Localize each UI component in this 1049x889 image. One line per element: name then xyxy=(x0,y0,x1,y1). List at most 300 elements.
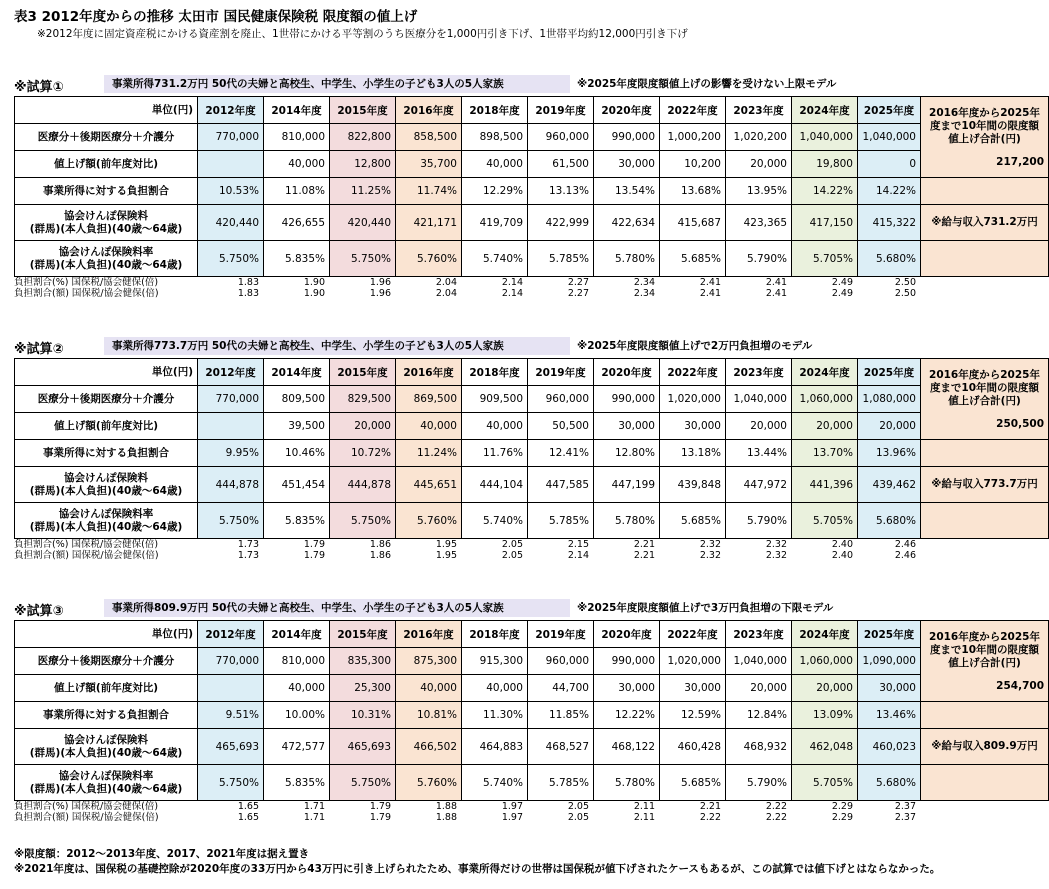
value-cell: 11.74% xyxy=(396,178,462,205)
value-cell: 5.760% xyxy=(396,241,462,277)
burden-row xyxy=(15,178,1049,205)
ratio-value: 2.49 xyxy=(831,288,853,299)
ratio-value: 1.96 xyxy=(369,288,391,299)
value-cell: 39,500 xyxy=(264,413,330,440)
ratio-value: 1.65 xyxy=(237,801,259,812)
ratio-value: 2.05 xyxy=(567,801,589,812)
value-cell: 810,000 xyxy=(264,124,330,151)
year-header: 2015年度 xyxy=(330,359,396,386)
value-cell: 1,080,000 xyxy=(858,386,921,413)
value-cell: 835,300 xyxy=(330,648,396,675)
row-label xyxy=(15,503,198,539)
ratio-label: 負担割合(額) 国保税/協会健保(倍) xyxy=(14,288,159,299)
calc-section-3 xyxy=(14,598,1044,823)
document-title: 表3 2012年度からの推移 太田市 国民健康保険税 限度額の値上げ xyxy=(14,9,418,25)
value-cell: 426,655 xyxy=(264,205,330,241)
section-header xyxy=(14,336,1004,358)
total-value: 250,500 xyxy=(996,418,1044,430)
kenpo-rate-row xyxy=(15,765,1049,801)
kenpo-rate-row xyxy=(15,503,1049,539)
section-note: ※2025年度限度額値上げで2万円負担増のモデル xyxy=(577,340,813,352)
salary-note: ※給与収入773.7万円 xyxy=(921,467,1049,503)
ratio-value: 1.83 xyxy=(237,288,259,299)
kenpo-row xyxy=(15,729,1049,765)
year-header: 2025年度 xyxy=(858,621,921,648)
ratio-value: 1.97 xyxy=(501,812,523,823)
year-header: 2022年度 xyxy=(660,97,726,124)
value-cell: 5.680% xyxy=(858,503,921,539)
value-cell: 439,462 xyxy=(858,467,921,503)
value-cell: 441,396 xyxy=(792,467,858,503)
value-cell: 875,300 xyxy=(396,648,462,675)
value-cell: 468,527 xyxy=(528,729,594,765)
value-cell: 12.59% xyxy=(660,702,726,729)
value-cell: 460,428 xyxy=(660,729,726,765)
total-header: 2016年度から2025年度まで10年間の限度額値上げ合計(円) xyxy=(929,369,1040,407)
ratio-value: 2.22 xyxy=(765,801,787,812)
value-cell: 10.72% xyxy=(330,440,396,467)
value-cell: 9.51% xyxy=(198,702,264,729)
ratio-value: 2.05 xyxy=(501,550,523,561)
value-cell: 12.41% xyxy=(528,440,594,467)
row-label-text: 事業所得に対する負担割合 xyxy=(43,184,169,197)
header-row xyxy=(15,97,1049,124)
row-label-text: 値上げ額(前年度対比) xyxy=(53,157,159,170)
value-cell: 422,634 xyxy=(594,205,660,241)
value-cell: 12.29% xyxy=(462,178,528,205)
kenpo-row xyxy=(15,205,1049,241)
ratio-value: 1.95 xyxy=(435,550,457,561)
value-cell: 13.44% xyxy=(726,440,792,467)
value-cell: 5.780% xyxy=(594,503,660,539)
value-cell: 13.54% xyxy=(594,178,660,205)
value-cell: 11.24% xyxy=(396,440,462,467)
value-cell: 5.780% xyxy=(594,765,660,801)
value-cell: 30,000 xyxy=(594,413,660,440)
ratio-value: 2.49 xyxy=(831,277,853,288)
value-cell: 468,932 xyxy=(726,729,792,765)
value-cell: 810,000 xyxy=(264,648,330,675)
value-cell: 444,878 xyxy=(198,467,264,503)
total-cell xyxy=(921,97,1049,178)
ratio-value: 1.71 xyxy=(303,801,325,812)
value-cell: 472,577 xyxy=(264,729,330,765)
footnote-1: ※限度額：2012～2013年度、2017、2021年度は据え置き xyxy=(14,848,310,860)
value-cell: 415,322 xyxy=(858,205,921,241)
ratio-value: 2.41 xyxy=(699,288,721,299)
calc-section-2 xyxy=(14,336,1044,561)
row-label-sub: (群馬)(本人負担)(40歳～64歳) xyxy=(29,258,183,271)
year-header: 2024年度 xyxy=(792,97,858,124)
value-cell: 20,000 xyxy=(330,413,396,440)
value-cell: 5.740% xyxy=(462,503,528,539)
value-cell: 13.70% xyxy=(792,440,858,467)
ratio-label: 負担割合(額) 国保税/協会健保(倍) xyxy=(14,812,159,823)
value-cell: 460,023 xyxy=(858,729,921,765)
value-cell: 30,000 xyxy=(594,151,660,178)
value-cell: 20,000 xyxy=(726,413,792,440)
value-cell: 466,502 xyxy=(396,729,462,765)
value-cell: 40,000 xyxy=(396,675,462,702)
footnote-2: ※2021年度は、国保税の基礎控除が2020年度の33万円から43万円に引き上げられたため、事業所得だけの世帯は国保税が値下げされたケースもあるが、この試算では値下げとはならなかった。 xyxy=(14,863,941,875)
value-cell: 10.31% xyxy=(330,702,396,729)
year-header: 2020年度 xyxy=(594,359,660,386)
ratio-value: 2.15 xyxy=(567,539,589,550)
ratio-label: 負担割合(額) 国保税/協会健保(倍) xyxy=(14,550,159,561)
row-label xyxy=(15,241,198,277)
value-cell: 960,000 xyxy=(528,648,594,675)
kenpo-row xyxy=(15,467,1049,503)
ratio-value: 1.90 xyxy=(303,277,325,288)
value-cell: 990,000 xyxy=(594,386,660,413)
ratio-value: 2.14 xyxy=(567,550,589,561)
value-cell: 30,000 xyxy=(858,675,921,702)
value-cell: 20,000 xyxy=(726,675,792,702)
value-cell: 20,000 xyxy=(858,413,921,440)
ratio-amt-row xyxy=(14,550,920,561)
value-cell: 462,048 xyxy=(792,729,858,765)
section-label: ※試算③ xyxy=(14,604,64,619)
value-cell: 468,122 xyxy=(594,729,660,765)
row-label-text: 値上げ額(前年度対比) xyxy=(53,681,159,694)
value-cell: 35,700 xyxy=(396,151,462,178)
value-cell: 30,000 xyxy=(660,413,726,440)
value-cell: 422,999 xyxy=(528,205,594,241)
value-cell: 915,300 xyxy=(462,648,528,675)
ratio-value: 2.32 xyxy=(765,550,787,561)
document-subtitle: ※2012年度に固定資産税にかける資産割を廃止、1世帯にかける平等割のうち医療分を1,000円引き下げ、1世帯平均約12,000円引き下げ xyxy=(37,28,688,40)
tax-table xyxy=(14,358,1049,539)
row-label-text: 医療分＋後期医療分＋介護分 xyxy=(37,654,175,667)
value-cell: 869,500 xyxy=(396,386,462,413)
ratio-value: 1.73 xyxy=(237,539,259,550)
ratio-value: 2.29 xyxy=(831,812,853,823)
value-cell: 5.750% xyxy=(330,241,396,277)
value-cell: 14.22% xyxy=(858,178,921,205)
value-cell: 1,040,000 xyxy=(858,124,921,151)
year-header: 2018年度 xyxy=(462,97,528,124)
header-row xyxy=(15,359,1049,386)
ratio-table xyxy=(14,539,920,561)
row-label-text: 医療分＋後期医療分＋介護分 xyxy=(37,130,175,143)
row-label xyxy=(15,151,198,178)
total-cell xyxy=(921,359,1049,440)
value-cell: 822,800 xyxy=(330,124,396,151)
row-label xyxy=(15,413,198,440)
value-cell: 10.46% xyxy=(264,440,330,467)
section-note: ※2025年度限度額値上げで3万円負担増の下限モデル xyxy=(577,602,834,614)
row-label xyxy=(15,729,198,765)
year-header: 2016年度 xyxy=(396,621,462,648)
value-cell: 44,700 xyxy=(528,675,594,702)
value-cell: 990,000 xyxy=(594,124,660,151)
total-value: 217,200 xyxy=(996,156,1044,168)
ratio-label: 負担割合(%) 国保税/協会健保(倍) xyxy=(14,539,159,550)
value-cell: 858,500 xyxy=(396,124,462,151)
ratio-label: 負担割合(%) 国保税/協会健保(倍) xyxy=(14,277,159,288)
value-cell: 909,500 xyxy=(462,386,528,413)
ratio-value: 2.46 xyxy=(894,539,916,550)
value-cell: 1,040,000 xyxy=(726,648,792,675)
row-label xyxy=(15,675,198,702)
value-cell: 770,000 xyxy=(198,386,264,413)
ratio-value: 2.41 xyxy=(765,277,787,288)
value-cell: 447,199 xyxy=(594,467,660,503)
ratio-value: 2.22 xyxy=(765,812,787,823)
year-header: 2020年度 xyxy=(594,621,660,648)
increase-row xyxy=(15,151,1049,178)
value-cell: 5.785% xyxy=(528,503,594,539)
ratio-value: 2.21 xyxy=(633,550,655,561)
value-cell: 415,687 xyxy=(660,205,726,241)
row-label-text: 値上げ額(前年度対比) xyxy=(53,419,159,432)
year-header: 2018年度 xyxy=(462,359,528,386)
burden-row xyxy=(15,702,1049,729)
ratio-value: 2.46 xyxy=(894,550,916,561)
value-cell: 20,000 xyxy=(726,151,792,178)
year-header: 2012年度 xyxy=(198,359,264,386)
ratio-value: 2.32 xyxy=(699,550,721,561)
ratio-value: 2.05 xyxy=(501,539,523,550)
value-cell: 13.09% xyxy=(792,702,858,729)
value-cell: 419,709 xyxy=(462,205,528,241)
value-cell: 12,800 xyxy=(330,151,396,178)
value-cell: 11.25% xyxy=(330,178,396,205)
value-cell: 10.53% xyxy=(198,178,264,205)
year-header: 2019年度 xyxy=(528,97,594,124)
ratio-value: 2.04 xyxy=(435,277,457,288)
ratio-value: 1.95 xyxy=(435,539,457,550)
ratio-value: 1.86 xyxy=(369,550,391,561)
row-label-text: 協会けんぽ保険料率 xyxy=(58,507,154,520)
row-label-sub: (群馬)(本人負担)(40歳～64歳) xyxy=(29,484,183,497)
value-cell: 5.680% xyxy=(858,241,921,277)
year-header: 2020年度 xyxy=(594,97,660,124)
ratio-value: 2.29 xyxy=(831,801,853,812)
kenpo-rate-row xyxy=(15,241,1049,277)
ratio-value: 2.37 xyxy=(894,812,916,823)
value-cell: 5.705% xyxy=(792,765,858,801)
ratio-label: 負担割合(%) 国保税/協会健保(倍) xyxy=(14,801,159,812)
value-cell: 40,000 xyxy=(462,413,528,440)
section-label: ※試算① xyxy=(14,80,64,95)
value-cell: 1,060,000 xyxy=(792,386,858,413)
row-label xyxy=(15,386,198,413)
ratio-value: 1.65 xyxy=(237,812,259,823)
value-cell: 1,020,000 xyxy=(660,648,726,675)
value-cell: 13.96% xyxy=(858,440,921,467)
year-header: 2022年度 xyxy=(660,621,726,648)
limit-row xyxy=(15,386,1049,413)
ratio-value: 1.79 xyxy=(303,539,325,550)
value-cell: 40,000 xyxy=(264,151,330,178)
ratio-value: 1.90 xyxy=(303,288,325,299)
value-cell: 5.750% xyxy=(198,241,264,277)
value-cell: 12.80% xyxy=(594,440,660,467)
value-cell: 809,500 xyxy=(264,386,330,413)
value-cell: 5.780% xyxy=(594,241,660,277)
year-header: 2016年度 xyxy=(396,97,462,124)
ratio-value: 1.83 xyxy=(237,277,259,288)
value-cell: 30,000 xyxy=(594,675,660,702)
value-cell: 11.76% xyxy=(462,440,528,467)
row-label-text: 協会けんぽ保険料率 xyxy=(58,245,154,258)
value-cell: 1,020,200 xyxy=(726,124,792,151)
total-header: 2016年度から2025年度まで10年間の限度額値上げ合計(円) xyxy=(929,631,1040,669)
limit-row xyxy=(15,648,1049,675)
row-label-text: 協会けんぽ保険料率 xyxy=(58,769,154,782)
value-cell: 30,000 xyxy=(660,675,726,702)
value-cell: 5.785% xyxy=(528,241,594,277)
ratio-table xyxy=(14,277,920,299)
row-label xyxy=(15,440,198,467)
value-cell: 5.835% xyxy=(264,241,330,277)
ratio-value: 1.88 xyxy=(435,812,457,823)
ratio-value: 2.50 xyxy=(894,277,916,288)
unit-header: 単位(円) xyxy=(15,359,198,386)
ratio-value: 2.34 xyxy=(633,288,655,299)
row-label-text: 医療分＋後期医療分＋介護分 xyxy=(37,392,175,405)
value-cell: 5.790% xyxy=(726,765,792,801)
value-cell: 420,440 xyxy=(330,205,396,241)
value-cell: 9.95% xyxy=(198,440,264,467)
value-cell: 898,500 xyxy=(462,124,528,151)
year-header: 2014年度 xyxy=(264,359,330,386)
section-description: 事業所得773.7万円 50代の夫婦と高校生、中学生、小学生の子ども3人の5人家族 xyxy=(104,337,570,355)
value-cell: 0 xyxy=(858,151,921,178)
blank-cell xyxy=(921,241,1049,277)
value-cell: 445,651 xyxy=(396,467,462,503)
ratio-value: 2.11 xyxy=(633,812,655,823)
burden-row xyxy=(15,440,1049,467)
value-cell: 12.22% xyxy=(594,702,660,729)
section-description: 事業所得731.2万円 50代の夫婦と高校生、中学生、小学生の子ども3人の5人家族 xyxy=(104,75,570,93)
value-cell: 960,000 xyxy=(528,124,594,151)
value-cell xyxy=(198,151,264,178)
value-cell: 40,000 xyxy=(462,151,528,178)
ratio-value: 1.96 xyxy=(369,277,391,288)
blank-cell xyxy=(921,503,1049,539)
value-cell: 5.760% xyxy=(396,503,462,539)
year-header: 2023年度 xyxy=(726,621,792,648)
value-cell: 1,040,000 xyxy=(792,124,858,151)
value-cell: 5.835% xyxy=(264,765,330,801)
blank-cell xyxy=(921,440,1049,467)
section-header xyxy=(14,598,1004,620)
ratio-amt-row xyxy=(14,288,920,299)
ratio-pct-row xyxy=(14,277,920,288)
row-label-sub: (群馬)(本人負担)(40歳～64歳) xyxy=(29,746,183,759)
year-header: 2015年度 xyxy=(330,621,396,648)
value-cell xyxy=(198,675,264,702)
salary-note: ※給与収入731.2万円 xyxy=(921,205,1049,241)
value-cell: 417,150 xyxy=(792,205,858,241)
row-label-text: 事業所得に対する負担割合 xyxy=(43,708,169,721)
section-note: ※2025年度限度額値上げの影響を受けない上限モデル xyxy=(577,78,837,90)
value-cell: 770,000 xyxy=(198,124,264,151)
value-cell: 447,972 xyxy=(726,467,792,503)
value-cell: 5.685% xyxy=(660,241,726,277)
ratio-value: 2.05 xyxy=(567,812,589,823)
value-cell: 5.750% xyxy=(198,503,264,539)
blank-cell xyxy=(921,765,1049,801)
value-cell: 5.680% xyxy=(858,765,921,801)
value-cell: 25,300 xyxy=(330,675,396,702)
row-label-sub: (群馬)(本人負担)(40歳～64歳) xyxy=(29,782,183,795)
ratio-value: 2.27 xyxy=(567,288,589,299)
row-label xyxy=(15,702,198,729)
value-cell: 13.13% xyxy=(528,178,594,205)
blank-cell xyxy=(921,702,1049,729)
value-cell: 960,000 xyxy=(528,386,594,413)
year-header: 2023年度 xyxy=(726,359,792,386)
value-cell: 990,000 xyxy=(594,648,660,675)
value-cell: 5.705% xyxy=(792,503,858,539)
unit-header: 単位(円) xyxy=(15,621,198,648)
year-header: 2019年度 xyxy=(528,359,594,386)
ratio-value: 1.79 xyxy=(369,801,391,812)
ratio-pct-row xyxy=(14,801,920,812)
value-cell: 11.85% xyxy=(528,702,594,729)
unit-header: 単位(円) xyxy=(15,97,198,124)
header-row xyxy=(15,621,1049,648)
ratio-value: 1.86 xyxy=(369,539,391,550)
tax-table xyxy=(14,620,1049,801)
value-cell: 439,848 xyxy=(660,467,726,503)
ratio-value: 2.40 xyxy=(831,550,853,561)
value-cell: 5.790% xyxy=(726,503,792,539)
year-header: 2018年度 xyxy=(462,621,528,648)
row-label xyxy=(15,467,198,503)
value-cell: 447,585 xyxy=(528,467,594,503)
row-label xyxy=(15,648,198,675)
value-cell: 12.84% xyxy=(726,702,792,729)
value-cell: 5.685% xyxy=(660,503,726,539)
ratio-value: 1.88 xyxy=(435,801,457,812)
value-cell: 1,060,000 xyxy=(792,648,858,675)
value-cell: 1,020,000 xyxy=(660,386,726,413)
value-cell: 20,000 xyxy=(792,413,858,440)
section-label: ※試算② xyxy=(14,342,64,357)
value-cell: 5.740% xyxy=(462,241,528,277)
ratio-value: 2.41 xyxy=(765,288,787,299)
value-cell: 11.08% xyxy=(264,178,330,205)
row-label xyxy=(15,765,198,801)
ratio-value: 2.21 xyxy=(699,801,721,812)
value-cell: 444,878 xyxy=(330,467,396,503)
value-cell: 14.22% xyxy=(792,178,858,205)
value-cell: 40,000 xyxy=(462,675,528,702)
value-cell: 61,500 xyxy=(528,151,594,178)
section-description: 事業所得809.9万円 50代の夫婦と高校生、中学生、小学生の子ども3人の5人家族 xyxy=(104,599,570,617)
value-cell: 13.46% xyxy=(858,702,921,729)
row-label-sub: (群馬)(本人負担)(40歳～64歳) xyxy=(29,222,183,235)
tax-table xyxy=(14,96,1049,277)
value-cell: 50,500 xyxy=(528,413,594,440)
value-cell: 420,440 xyxy=(198,205,264,241)
ratio-value: 1.79 xyxy=(369,812,391,823)
row-label xyxy=(15,178,198,205)
ratio-value: 2.32 xyxy=(765,539,787,550)
ratio-value: 1.73 xyxy=(237,550,259,561)
value-cell: 20,000 xyxy=(792,675,858,702)
year-header: 2024年度 xyxy=(792,359,858,386)
ratio-value: 2.27 xyxy=(567,277,589,288)
value-cell: 5.750% xyxy=(198,765,264,801)
year-header: 2012年度 xyxy=(198,97,264,124)
ratio-value: 2.14 xyxy=(501,277,523,288)
value-cell: 13.68% xyxy=(660,178,726,205)
